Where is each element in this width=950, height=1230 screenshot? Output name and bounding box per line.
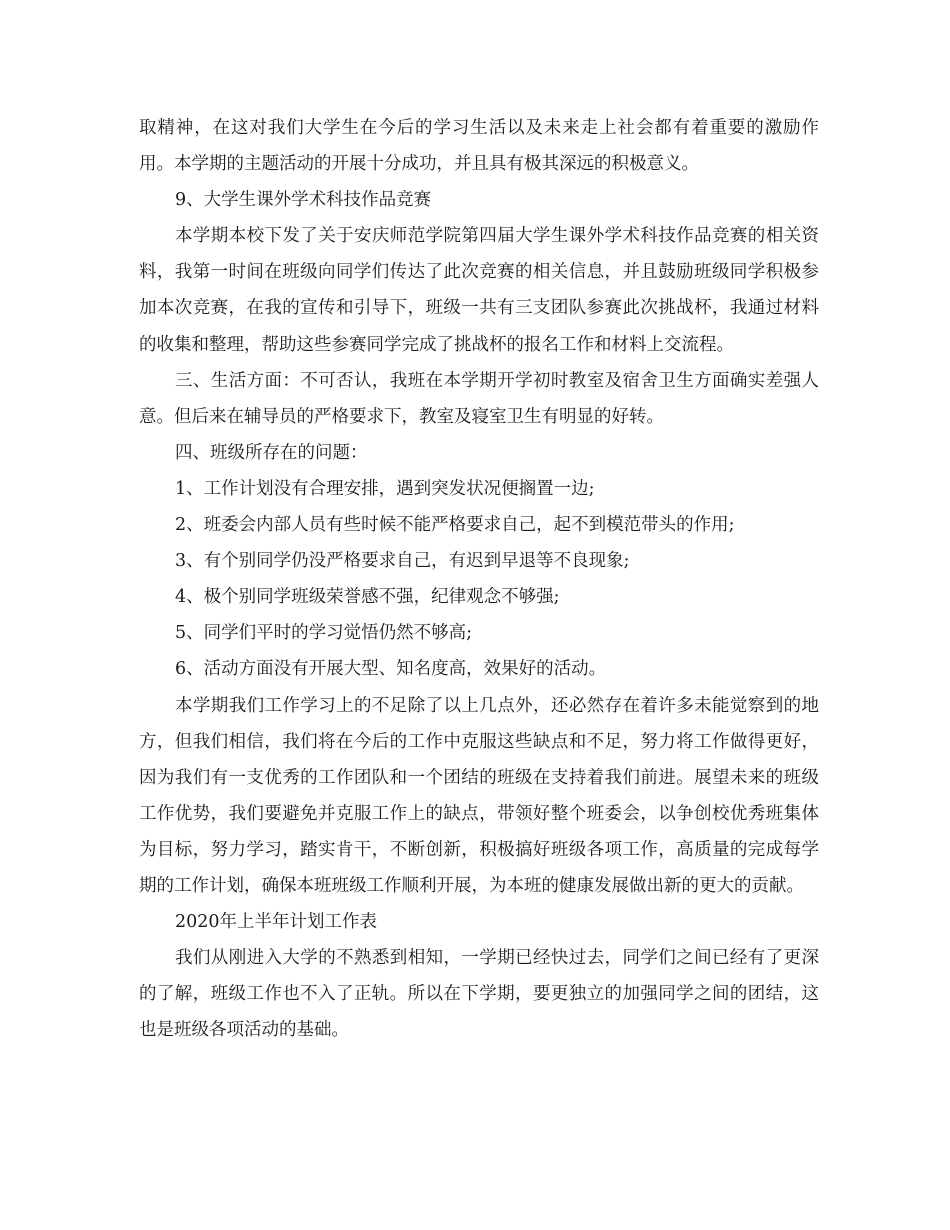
list-item: 4、极个别同学班级荣誉感不强，纪律观念不够强; [175, 587, 560, 608]
list-item: 2、班委会内部人员有些时候不能严格要求自己，起不到模范带头的作用; [175, 515, 735, 536]
document-body [139, 110, 819, 1048]
list-item: 5、同学们平时的学习觉悟仍然不够高; [175, 623, 473, 644]
plan-title: 2020年上半年计划工作表 [175, 912, 378, 933]
list-item: 1、工作计划没有合理安排，遇到突发状况便搁置一边; [175, 478, 595, 499]
section-heading-life: 三、生活方面：不可否认，我班在本学期开学初时教室及宿舍卫生方面确实差强人意。但后来在辅导员的严格要求下，教室及寝室卫生有明显的好转。 [139, 370, 819, 427]
item-heading-competition: 9、大学生课外学术科技作品竞赛 [175, 190, 432, 211]
list-item: 3、有个别同学仍没严格要求自己，有迟到早退等不良现象; [175, 551, 630, 572]
paragraph-plan-intro: 我们从刚进入大学的不熟悉到相知，一学期已经快过去，同学们之间已经有了更深的了解，班级工作也不入了正轨。所以在下学期，要更独立的加强同学之间的团结，这也是班级各项活动的基础。 [139, 948, 819, 1041]
paragraph-competition: 本学期本校下发了关于安庆师范学院第四届大学生课外学术科技作品竞赛的相关资料，我第一时间在班级向同学们传达了此次竞赛的相关信息，并且鼓励班级同学积极参加本次竞赛，在我的宣传和引导下，班级一共有三支团队参赛此次挑战杯，我通过材料的收集和整理，帮助这些参赛同学完成了挑战杯的报名工作和材料上交流程。 [139, 226, 819, 355]
section-heading-problems: 四、班级所存在的问题： [175, 442, 368, 463]
list-item: 6、活动方面没有开展大型、知名度高，效果好的活动。 [175, 659, 607, 680]
paragraph-summary: 本学期我们工作学习上的不足除了以上几点外，还必然存在着许多未能觉察到的地方，但我们相信，我们将在今后的工作中克服这些缺点和不足，努力将工作做得更好，因为我们有一支优秀的工作团队和一个团结的班级在支持着我们前进。展望未来的班级工作优势，我们要避免并克服工作上的缺点，带领好整个班委会，以争创校优秀班集体为目标，努力学习，踏实肯干，不断创新，积极搞好班级各项工作，高质量的完成每学期的工作计划，确保本班班级工作顺利开展，为本班的健康发展做出新的更大的贡献。 [139, 695, 819, 896]
paragraph-continuation: 取精神，在这对我们大学生在今后的学习生活以及未来走上社会都有着重要的激励作用。本学期的主题活动的开展十分成功，并且具有极其深远的积极意义。 [139, 118, 819, 175]
